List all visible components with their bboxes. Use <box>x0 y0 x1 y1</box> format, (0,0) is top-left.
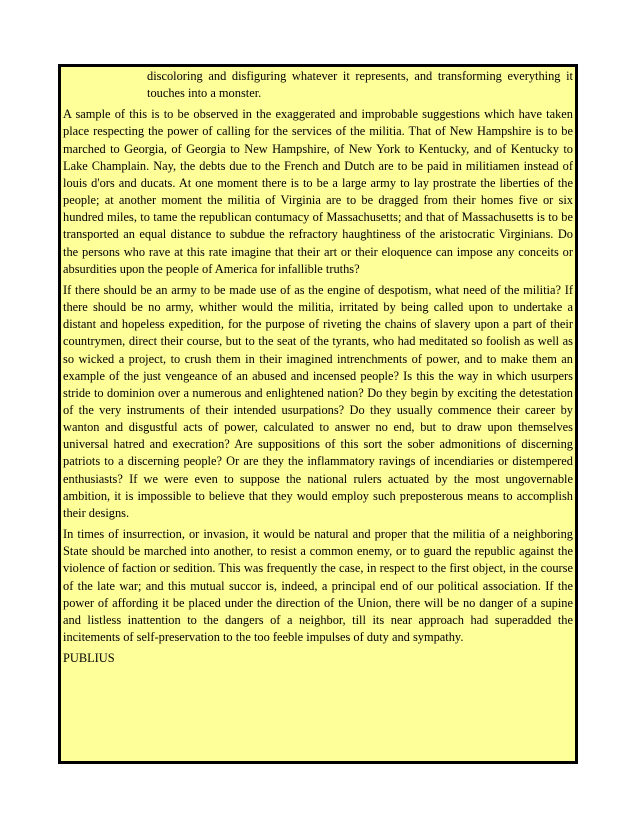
paragraph-2: If there should be an army to be made use of as the engine of despotism, what need of the militia? If there should be no army, whither would the militia, irritated by being called upon to undertake a distant and hopeless expedition, for the purpose of riveting the chains of slavery upon a part of their countrymen, direct their course, but to the seat of the tyrants, who had meditated so foolish as well as so wicked a project, to crush them in their imagined intrenchments of power, and to make them an example of the just vengeance of an abused and incensed people? Is this the way in which usurpers stride to dominion over a numerous and enlightened nation? Do they begin by exciting the detestation of the very instruments of their intended usurpations? Do they usually commence their career by wanton and disgustful acts of power, calculated to answer no end, but to draw upon themselves universal hatred and execration? Are suppositions of this sort the sober admonitions of discerning patriots to a discerning people? Or are they the inflammatory ravings of incendiaries or distempered enthusiasts? If we were even to suppose the national rulers actuated by the most ungovernable ambition, it is impossible to believe that they would employ such preposterous means to accomplish their designs. <box>63 282 573 520</box>
continuation-paragraph: discoloring and disfiguring whatever it represents, and transforming everything it touches into a monster. <box>147 69 573 101</box>
paragraph-3: In times of insurrection, or invasion, it would be natural and proper that the militia of a neighboring State should be marched into another, to resist a common enemy, or to guard the republic against the violence of faction or sedition. This was frequently the case, in respect to the first object, in the course of the late war; and this mutual succor is, indeed, a principal end of our political association. If the power of affording it be placed under the direction of the Union, there will be no danger of a supine and listless inattention to the dangers of a neighbor, till its near approach had superadded the incitements of self-preservation to the too feeble impulses of duty and sympathy. <box>63 527 573 644</box>
paragraph-1: A sample of this is to be observed in the exaggerated and improbable suggestions which have taken place respecting the power of calling for the services of the militia. That of New Hampshire is to be marched to Georgia, of Georgia to New Hampshire, of New York to Kentucky, and of Kentucky to Lake Champlain. Nay, the debts due to the French and Dutch are to be paid in militiamen instead of louis d'ors and ducats. At one moment there is to be a large army to lay prostrate the liberties of the people; at another moment the militia of Virginia are to be dragged from their homes five or six hundred miles, to tame the republican contumacy of Massachusetts; and that of Massachusetts is to be transported an equal distance to subdue the refractory haughtiness of the aristocratic Virginians. Do the persons who rave at this rate imagine that their art or their eloquence can impose any conceits or absurdities upon the people of America for infallible truths? <box>63 107 573 276</box>
signature: PUBLIUS <box>63 651 115 666</box>
text-box <box>58 64 578 764</box>
